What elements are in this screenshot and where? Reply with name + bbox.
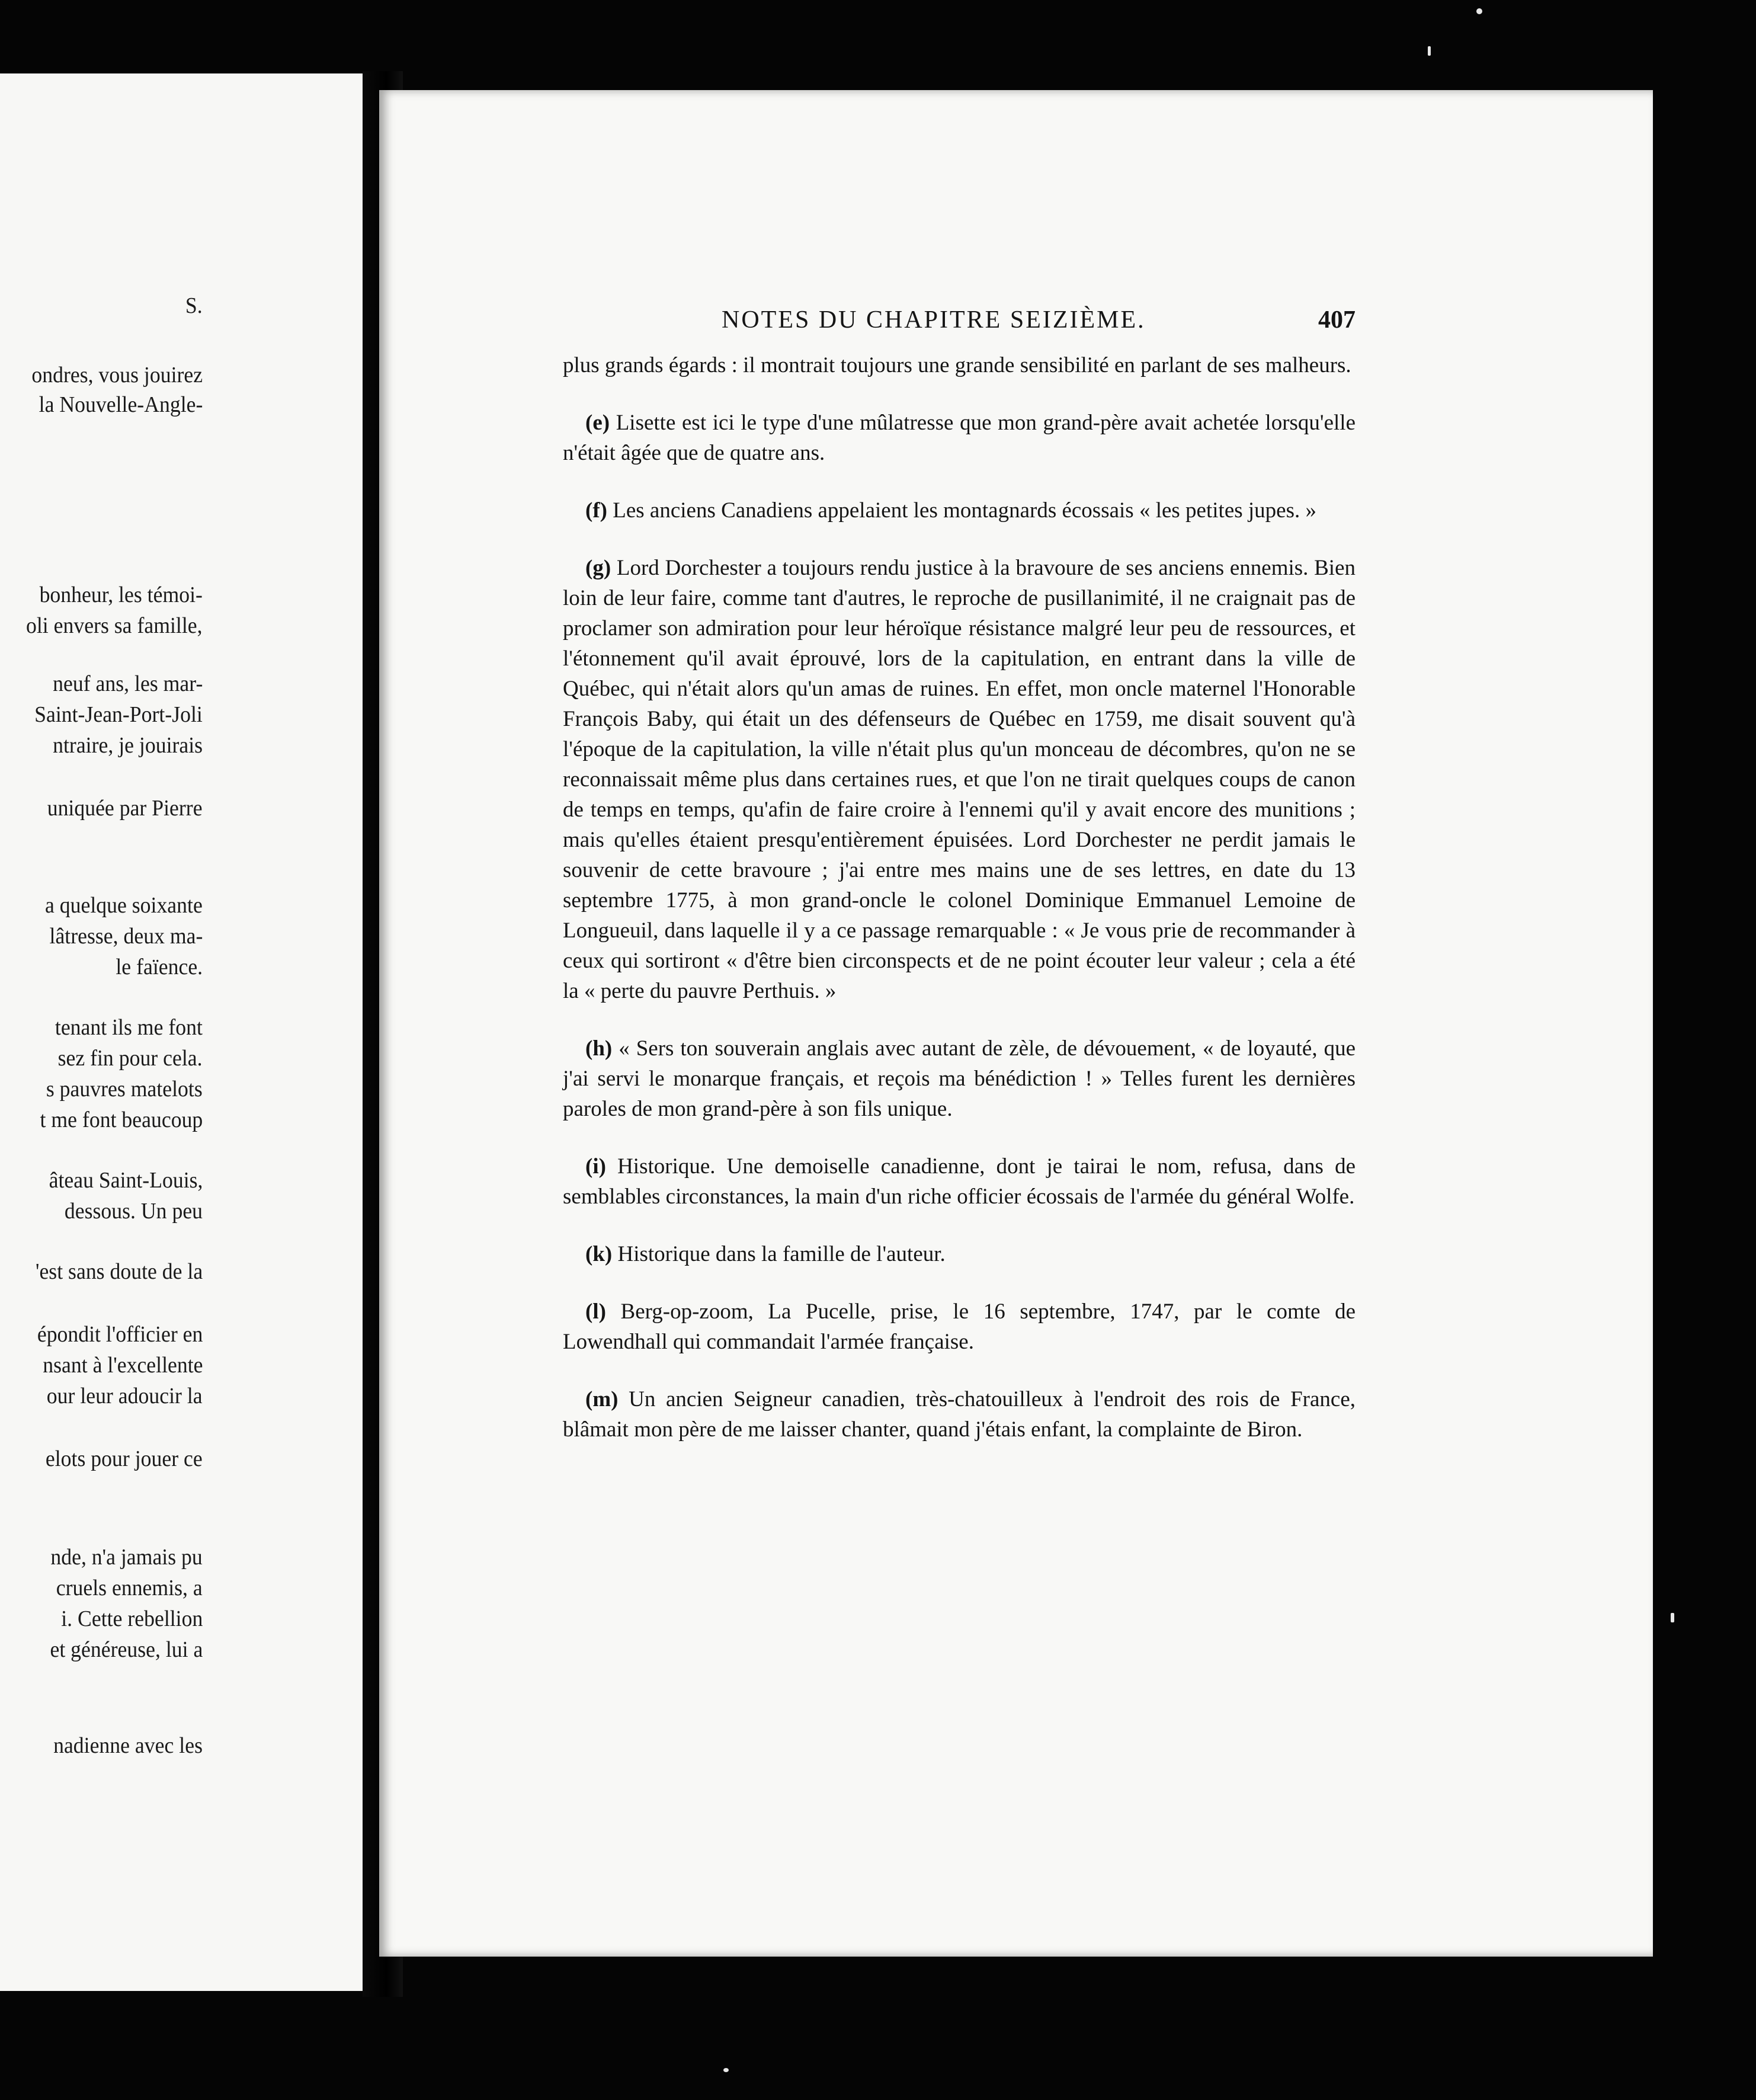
left-line: i. Cette rebellion (60, 1606, 203, 1631)
running-head (563, 305, 1356, 347)
note-f (563, 495, 1356, 526)
left-line: tenant ils me font (55, 1015, 203, 1040)
left-line: oli envers sa famille, (26, 613, 203, 638)
left-line: a quelque soixante (45, 893, 203, 918)
left-line: t me font beaucoup (40, 1107, 203, 1132)
note-text: Lisette est ici le type d'une mûlatresse que mon grand-père avait achetée lorsqu'elle n'était âgée que de quatre ans. (563, 411, 1356, 465)
right-page (379, 90, 1653, 1957)
left-line: nsant à l'excellente (42, 1353, 203, 1378)
scan-speck (1671, 1613, 1674, 1622)
left-line: cruels ennemis, a (56, 1576, 203, 1600)
left-line: et généreuse, lui a (50, 1637, 203, 1662)
left-line: ondres, vous jouirez (31, 363, 203, 388)
note-text: « Sers ton souverain anglais avec autant de zèle, de dévouement, « de loyauté, que j'ai servi le monarque français, et reçois ma bénédiction ! » Telles furent les dernières paroles de mon grand-père à son fils unique. (563, 1036, 1356, 1121)
left-line: nde, n'a jamais pu (50, 1545, 203, 1570)
running-title: NOTES DU CHAPITRE SEIZIÈME. (722, 306, 1146, 334)
note-marker: (l) (585, 1299, 606, 1324)
left-line: la Nouvelle-Angle- (39, 392, 203, 417)
note-l (563, 1297, 1356, 1357)
note-g (563, 553, 1356, 1006)
note-text: Les anciens Canadiens appelaient les montagnards écossais « les petites jupes. » (613, 498, 1316, 523)
left-line: s pauvres matelots (46, 1077, 203, 1102)
note-k (563, 1239, 1356, 1269)
note-e (563, 408, 1356, 468)
left-line: nadienne avec les (53, 1733, 203, 1758)
left-line: Saint-Jean-Port-Joli (34, 702, 203, 727)
left-line: lâtresse, deux ma- (49, 924, 203, 949)
left-line: uniquée par Pierre (47, 796, 203, 821)
scan-speck (1476, 8, 1482, 14)
note-text: Berg-op-zoom, La Pucelle, prise, le 16 septembre, 1747, par le comte de Lowendhall qui commandait l'armée française. (563, 1299, 1356, 1354)
note-text: Historique dans la famille de l'auteur. (617, 1242, 946, 1266)
page-text-block (563, 305, 1356, 1472)
left-line: le faïence. (116, 955, 203, 979)
note-marker: (m) (585, 1387, 619, 1411)
left-line: neuf ans, les mar- (52, 671, 203, 696)
left-line: S. (185, 293, 203, 318)
note-marker: (f) (585, 498, 607, 523)
note-marker: (e) (585, 411, 610, 435)
note-marker: (g) (585, 556, 611, 580)
left-page (0, 73, 363, 1991)
left-line: âteau Saint-Louis, (49, 1168, 203, 1193)
left-line: 'est sans doute de la (35, 1259, 203, 1284)
page-number: 407 (1318, 306, 1356, 334)
left-line: bonheur, les témoi- (39, 582, 203, 607)
note-m (563, 1384, 1356, 1445)
note-h (563, 1033, 1356, 1124)
note-marker: (k) (585, 1242, 613, 1266)
note-i (563, 1151, 1356, 1212)
continuation-paragraph: plus grands égards : il montrait toujours une grande sensibilité en parlant de ses malheurs. (563, 353, 1351, 377)
note-text: Historique. Une demoiselle canadienne, dont je tairai le nom, refusa, dans de semblables circonstances, la main d'un riche officier écossais de l'armée du général Wolfe. (563, 1154, 1356, 1209)
left-line: sez fin pour cela. (58, 1046, 203, 1071)
note-marker: (i) (585, 1154, 606, 1179)
scan-speck (1428, 46, 1431, 56)
left-line: our leur adoucir la (47, 1384, 203, 1408)
left-line: ntraire, je jouirais (53, 733, 203, 758)
left-line: épondit l'officier en (37, 1322, 203, 1347)
left-line: dessous. Un peu (64, 1199, 203, 1224)
left-line: elots pour jouer ce (46, 1446, 203, 1471)
note-text: Lord Dorchester a toujours rendu justice à la bravoure de ses anciens ennemis. Bien loin de leur faire, comme tant d'autres, le reproche de pusillanimité, il ne craignait pas de proclamer son admiration pour leur héroïque résistance malgré leur peu de ressources, et l'étonnement qu'il avait éprouvé, lors de la capitulation, en entrant dans la ville de Québec, qui n'était alors qu'un amas de ruines. En effet, mon oncle maternel l'Honorable François Baby, qui était un des défenseurs de Québec en 1759, me disait souvent qu'à l'époque de la capitulation, la ville n'était plus qu'un monceau de décombres, qu'on ne se reconnaissait même plus dans certaines rues, et que l'on ne tirait quelques coups de canon de temps en temps, qu'afin de faire croire à l'ennemi qu'il y avait encore des munitions ; mais qu'elles étaient presqu'entièrement épuisées. Lord Dorchester ne perdit jamais le souvenir de cette bravoure ; j'ai entre mes mains une de ses lettres, en date du 13 septembre 1775, à mon grand-oncle le colonel Dominique Emmanuel Lemoine de Longueuil, dans laquelle il y a ce passage remarquable : « Je vous prie de recommander à ceux qui sortiront « d'être bien circonspects et de ne point écouter leur valeur ; cela a été la « perte du pauvre Perthuis. » (563, 556, 1356, 1003)
note-marker: (h) (585, 1036, 613, 1061)
scan-speck (723, 2068, 729, 2072)
note-text: Un ancien Seigneur canadien, très-chatouilleux à l'endroit des rois de France, blâmait mon père de me laisser chanter, quand j'étais enfant, la complainte de Biron. (563, 1387, 1356, 1442)
